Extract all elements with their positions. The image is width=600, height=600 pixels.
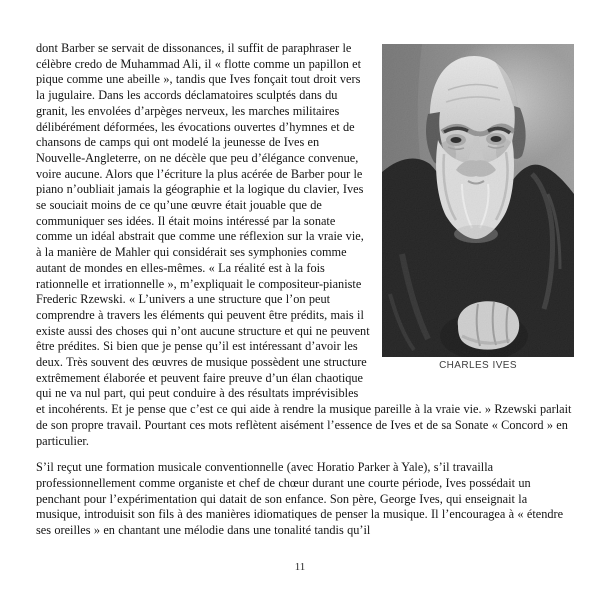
- charles-ives-photo: [382, 44, 574, 357]
- page-content: [36, 41, 574, 539]
- paragraph-1: [36, 41, 574, 449]
- page-number: 11: [294, 561, 306, 573]
- portrait-photo-graphic: [382, 44, 574, 357]
- charles-ives-figure: [382, 44, 574, 372]
- photo-caption: CHARLES IVES: [439, 360, 517, 371]
- paragraph-2: S’il reçut une formation musicale conventionnelle (avec Horatio Parker à Yale), s’il travailla professionnellement comme organiste et chef de chœur durant une courte période, Ives possédait un penchant pour l’expérimentation qui datait de son enfance. Son père, George Ives, qui enseignait la musique, introduisit son fils à des manières idiomatiques de penser la musique. Il l’encouragea à « étendre ses oreilles » en chantant une mélodie dans une tonalité tandis qu’il: [36, 460, 564, 538]
- paragraph-1-text: dont Barber se servait de dissonances, il suffit de paraphraser le célèbre credo de Muhammad Ali, il « flotte comme un papillon et pique comme une abeille », tandis que Ives fonçait tout droit vers la jugulaire. Dans les accords déclamatoires sculptés dans du granit, les envolées d’arpèges nerveux, les marches militaires délibérément déformées, les évocations ouvertes d’hymnes et de chansons de camps qui ont modelé la jeunesse de Ives en Nouvelle-Angleterre, on ne décèle que peu d’élégance convenue, voire aucune. Alors que l’écriture la plus acérée de Barber pour le piano n’oubliait jamais la géographie et la logique du clavier, Ives se souciait moins de ce qu’une œuvre était jouable que de communiquer ses idées. Il était moins intéressé par la sonate comme un idéal abstrait que comme une réflexion sur la vraie vie, à la manière de Mahler qui considérait ses symphonies comme autant de mondes en elles-mêmes. « La réalité est à la fois rationnelle et irrationnelle », m’expliquait le compositeur-pianiste Frederic Rzewski. « L’univers a une structure que l’on peut comprendre à travers les éléments qui peuvent être prédits, mais il existe aussi des choses qui n’ont aucune structure et qui ne peuvent être prédites. Si bien que je pense qu’il est intéressant d’avoir les deux. Très souvent des œuvres de musique possèdent une structure extrêmement élaborée et peuvent faire preuve d’un élan chaotique qui ne va nul part, qui peut conduire à des résultats imprévisibles et incohérents. Et je pense que c’est ce qui aide à rendre la musique pareille à la vraie vie. » Rzewski parlait de son propre travail. Pourtant ces mots reflètent aisément l’essence de Ives et de sa Sonate « Concord » en particulier.: [36, 41, 572, 448]
